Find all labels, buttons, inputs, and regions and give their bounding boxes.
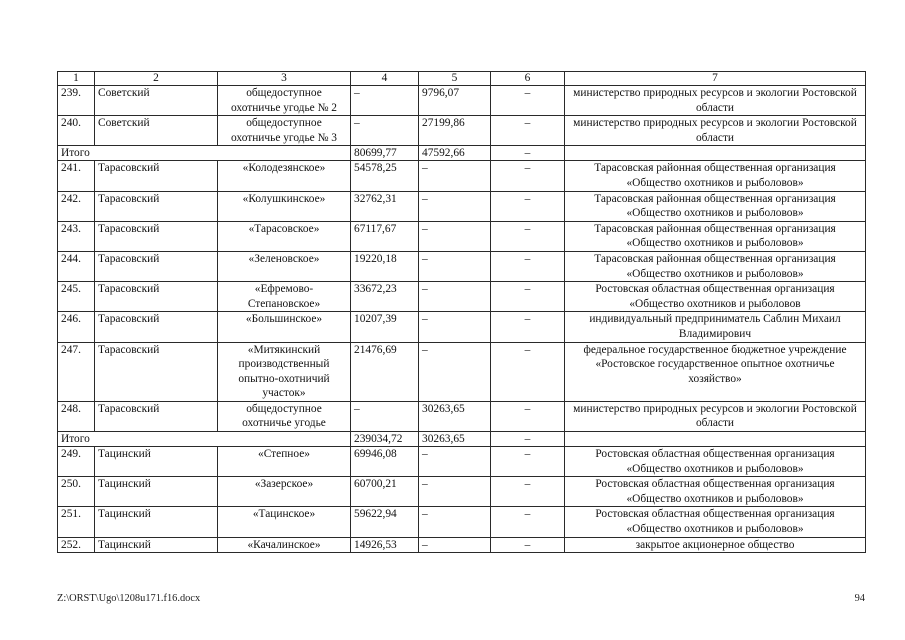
footer-file-path: Z:\ORST\Ugo\1208u171.f16.docx [57, 593, 201, 604]
hunting-ground-name: «Ефремово-Степановское» [218, 282, 351, 312]
row-number: 243. [58, 221, 95, 251]
table-row [58, 447, 866, 477]
column-number-header [58, 72, 866, 86]
value-col6: – [491, 401, 565, 431]
table-row [58, 251, 866, 281]
row-number: 252. [58, 537, 95, 553]
table-row [58, 86, 866, 116]
district-name: Тацинский [95, 447, 218, 477]
district-name: Тарасовский [95, 312, 218, 342]
organization-name: Тарасовская районная общественная организация «Общество охотников и рыболовов» [565, 191, 866, 221]
total-area-col5: 47592,66 [419, 146, 491, 161]
value-col6: – [491, 251, 565, 281]
value-col6: – [491, 221, 565, 251]
total-area-col4: 239034,72 [351, 432, 419, 447]
table-row [58, 312, 866, 342]
hunting-ground-name: общедоступное охотничье угодье № 2 [218, 86, 351, 116]
organization-name: министерство природных ресурсов и экологии Ростовской области [565, 86, 866, 116]
area-col5: 27199,86 [419, 116, 491, 146]
district-name: Советский [95, 116, 218, 146]
row-number: 239. [58, 86, 95, 116]
district-name: Тарасовский [95, 342, 218, 401]
table-row [58, 477, 866, 507]
row-number: 247. [58, 342, 95, 401]
hunting-ground-name: общедоступное охотничье угодье № 3 [218, 116, 351, 146]
value-col6: – [491, 507, 565, 537]
area-col4: 59622,94 [351, 507, 419, 537]
row-number: 250. [58, 477, 95, 507]
district-name: Тарасовский [95, 401, 218, 431]
total-org [565, 146, 866, 161]
area-col5: – [419, 282, 491, 312]
value-col6: – [491, 86, 565, 116]
total-row [58, 432, 866, 447]
district-name: Тацинский [95, 537, 218, 553]
total-area-col5: 30263,65 [419, 432, 491, 447]
organization-name: Ростовская областная общественная организация «Общество охотников и рыболовов» [565, 447, 866, 477]
total-org [565, 432, 866, 447]
value-col6: – [491, 342, 565, 401]
row-number: 241. [58, 161, 95, 191]
organization-name: индивидуальный предприниматель Саблин Михаил Владимирович [565, 312, 866, 342]
area-col4: 10207,39 [351, 312, 419, 342]
area-col5: – [419, 161, 491, 191]
area-col4: 69946,08 [351, 447, 419, 477]
hunting-ground-name: «Качалинское» [218, 537, 351, 553]
row-number: 242. [58, 191, 95, 221]
table-row [58, 282, 866, 312]
row-number: 245. [58, 282, 95, 312]
area-col5: – [419, 251, 491, 281]
value-col6: – [491, 191, 565, 221]
header-cell: 6 [491, 72, 565, 86]
value-col6: – [491, 312, 565, 342]
value-col6: – [491, 537, 565, 553]
hunting-ground-name: «Тарасовское» [218, 221, 351, 251]
header-cell: 3 [218, 72, 351, 86]
hunting-ground-name: «Колушкинское» [218, 191, 351, 221]
row-number: 248. [58, 401, 95, 431]
area-col4: – [351, 401, 419, 431]
district-name: Тацинский [95, 477, 218, 507]
area-col4: 21476,69 [351, 342, 419, 401]
header-cell: 5 [419, 72, 491, 86]
district-name: Тарасовский [95, 191, 218, 221]
area-col4: – [351, 116, 419, 146]
hunting-ground-name: «Колодезянское» [218, 161, 351, 191]
organization-name: министерство природных ресурсов и экологии Ростовской области [565, 116, 866, 146]
table-row [58, 537, 866, 553]
area-col4: – [351, 86, 419, 116]
value-col6: – [491, 116, 565, 146]
area-col5: – [419, 477, 491, 507]
total-label: Итого [58, 432, 351, 447]
district-name: Тарасовский [95, 251, 218, 281]
area-col5: 30263,65 [419, 401, 491, 431]
table-row [58, 221, 866, 251]
area-col5: – [419, 312, 491, 342]
hunting-ground-name: «Зазерское» [218, 477, 351, 507]
hunting-ground-name: «Тацинское» [218, 507, 351, 537]
header-cell: 1 [58, 72, 95, 86]
header-cell: 2 [95, 72, 218, 86]
organization-name: Тарасовская районная общественная организация «Общество охотников и рыболовов» [565, 251, 866, 281]
footer-page-number: 94 [854, 593, 865, 604]
row-number: 240. [58, 116, 95, 146]
table-row [58, 191, 866, 221]
area-col4: 19220,18 [351, 251, 419, 281]
organization-name: министерство природных ресурсов и экологии Ростовской области [565, 401, 866, 431]
header-cell: 4 [351, 72, 419, 86]
area-col4: 60700,21 [351, 477, 419, 507]
table-row [58, 116, 866, 146]
area-col5: 9796,07 [419, 86, 491, 116]
total-row [58, 146, 866, 161]
organization-name: Ростовская областная общественная организация «Общество охотников и рыболовов» [565, 507, 866, 537]
organization-name: Тарасовская районная общественная организация «Общество охотников и рыболовов» [565, 161, 866, 191]
value-col6: – [491, 447, 565, 477]
district-name: Тарасовский [95, 221, 218, 251]
row-number: 246. [58, 312, 95, 342]
total-area-col4: 80699,77 [351, 146, 419, 161]
hunting-ground-name: общедоступное охотничье угодье [218, 401, 351, 431]
area-col4: 14926,53 [351, 537, 419, 553]
value-col6: – [491, 477, 565, 507]
area-col5: – [419, 221, 491, 251]
value-col6: – [491, 282, 565, 312]
area-col4: 32762,31 [351, 191, 419, 221]
organization-name: Ростовская областная общественная организация «Общество охотников и рыболовов [565, 282, 866, 312]
table-row [58, 401, 866, 431]
area-col5: – [419, 507, 491, 537]
area-col5: – [419, 191, 491, 221]
hunting-grounds-table [57, 71, 866, 553]
organization-name: Ростовская областная общественная организация «Общество охотников и рыболовов» [565, 477, 866, 507]
header-cell: 7 [565, 72, 866, 86]
area-col4: 54578,25 [351, 161, 419, 191]
area-col5: – [419, 447, 491, 477]
row-number: 244. [58, 251, 95, 281]
hunting-ground-name: «Зеленовское» [218, 251, 351, 281]
area-col4: 67117,67 [351, 221, 419, 251]
organization-name: Тарасовская районная общественная организация «Общество охотников и рыболовов» [565, 221, 866, 251]
district-name: Тарасовский [95, 161, 218, 191]
hunting-ground-name: «Митякинский производственный опытно-охотничий участок» [218, 342, 351, 401]
total-label: Итого [58, 146, 351, 161]
table-row [58, 161, 866, 191]
organization-name: закрытое акционерное общество [565, 537, 866, 553]
total-col6: – [491, 432, 565, 447]
hunting-ground-name: «Степное» [218, 447, 351, 477]
table-row [58, 342, 866, 401]
hunting-ground-name: «Большинское» [218, 312, 351, 342]
area-col5: – [419, 537, 491, 553]
row-number: 249. [58, 447, 95, 477]
table-row [58, 507, 866, 537]
total-col6: – [491, 146, 565, 161]
district-name: Советский [95, 86, 218, 116]
value-col6: – [491, 161, 565, 191]
area-col5: – [419, 342, 491, 401]
organization-name: федеральное государственное бюджетное учреждение «Ростовское государственное опытное охотничье хозяйство» [565, 342, 866, 401]
row-number: 251. [58, 507, 95, 537]
district-name: Тарасовский [95, 282, 218, 312]
area-col4: 33672,23 [351, 282, 419, 312]
district-name: Тацинский [95, 507, 218, 537]
